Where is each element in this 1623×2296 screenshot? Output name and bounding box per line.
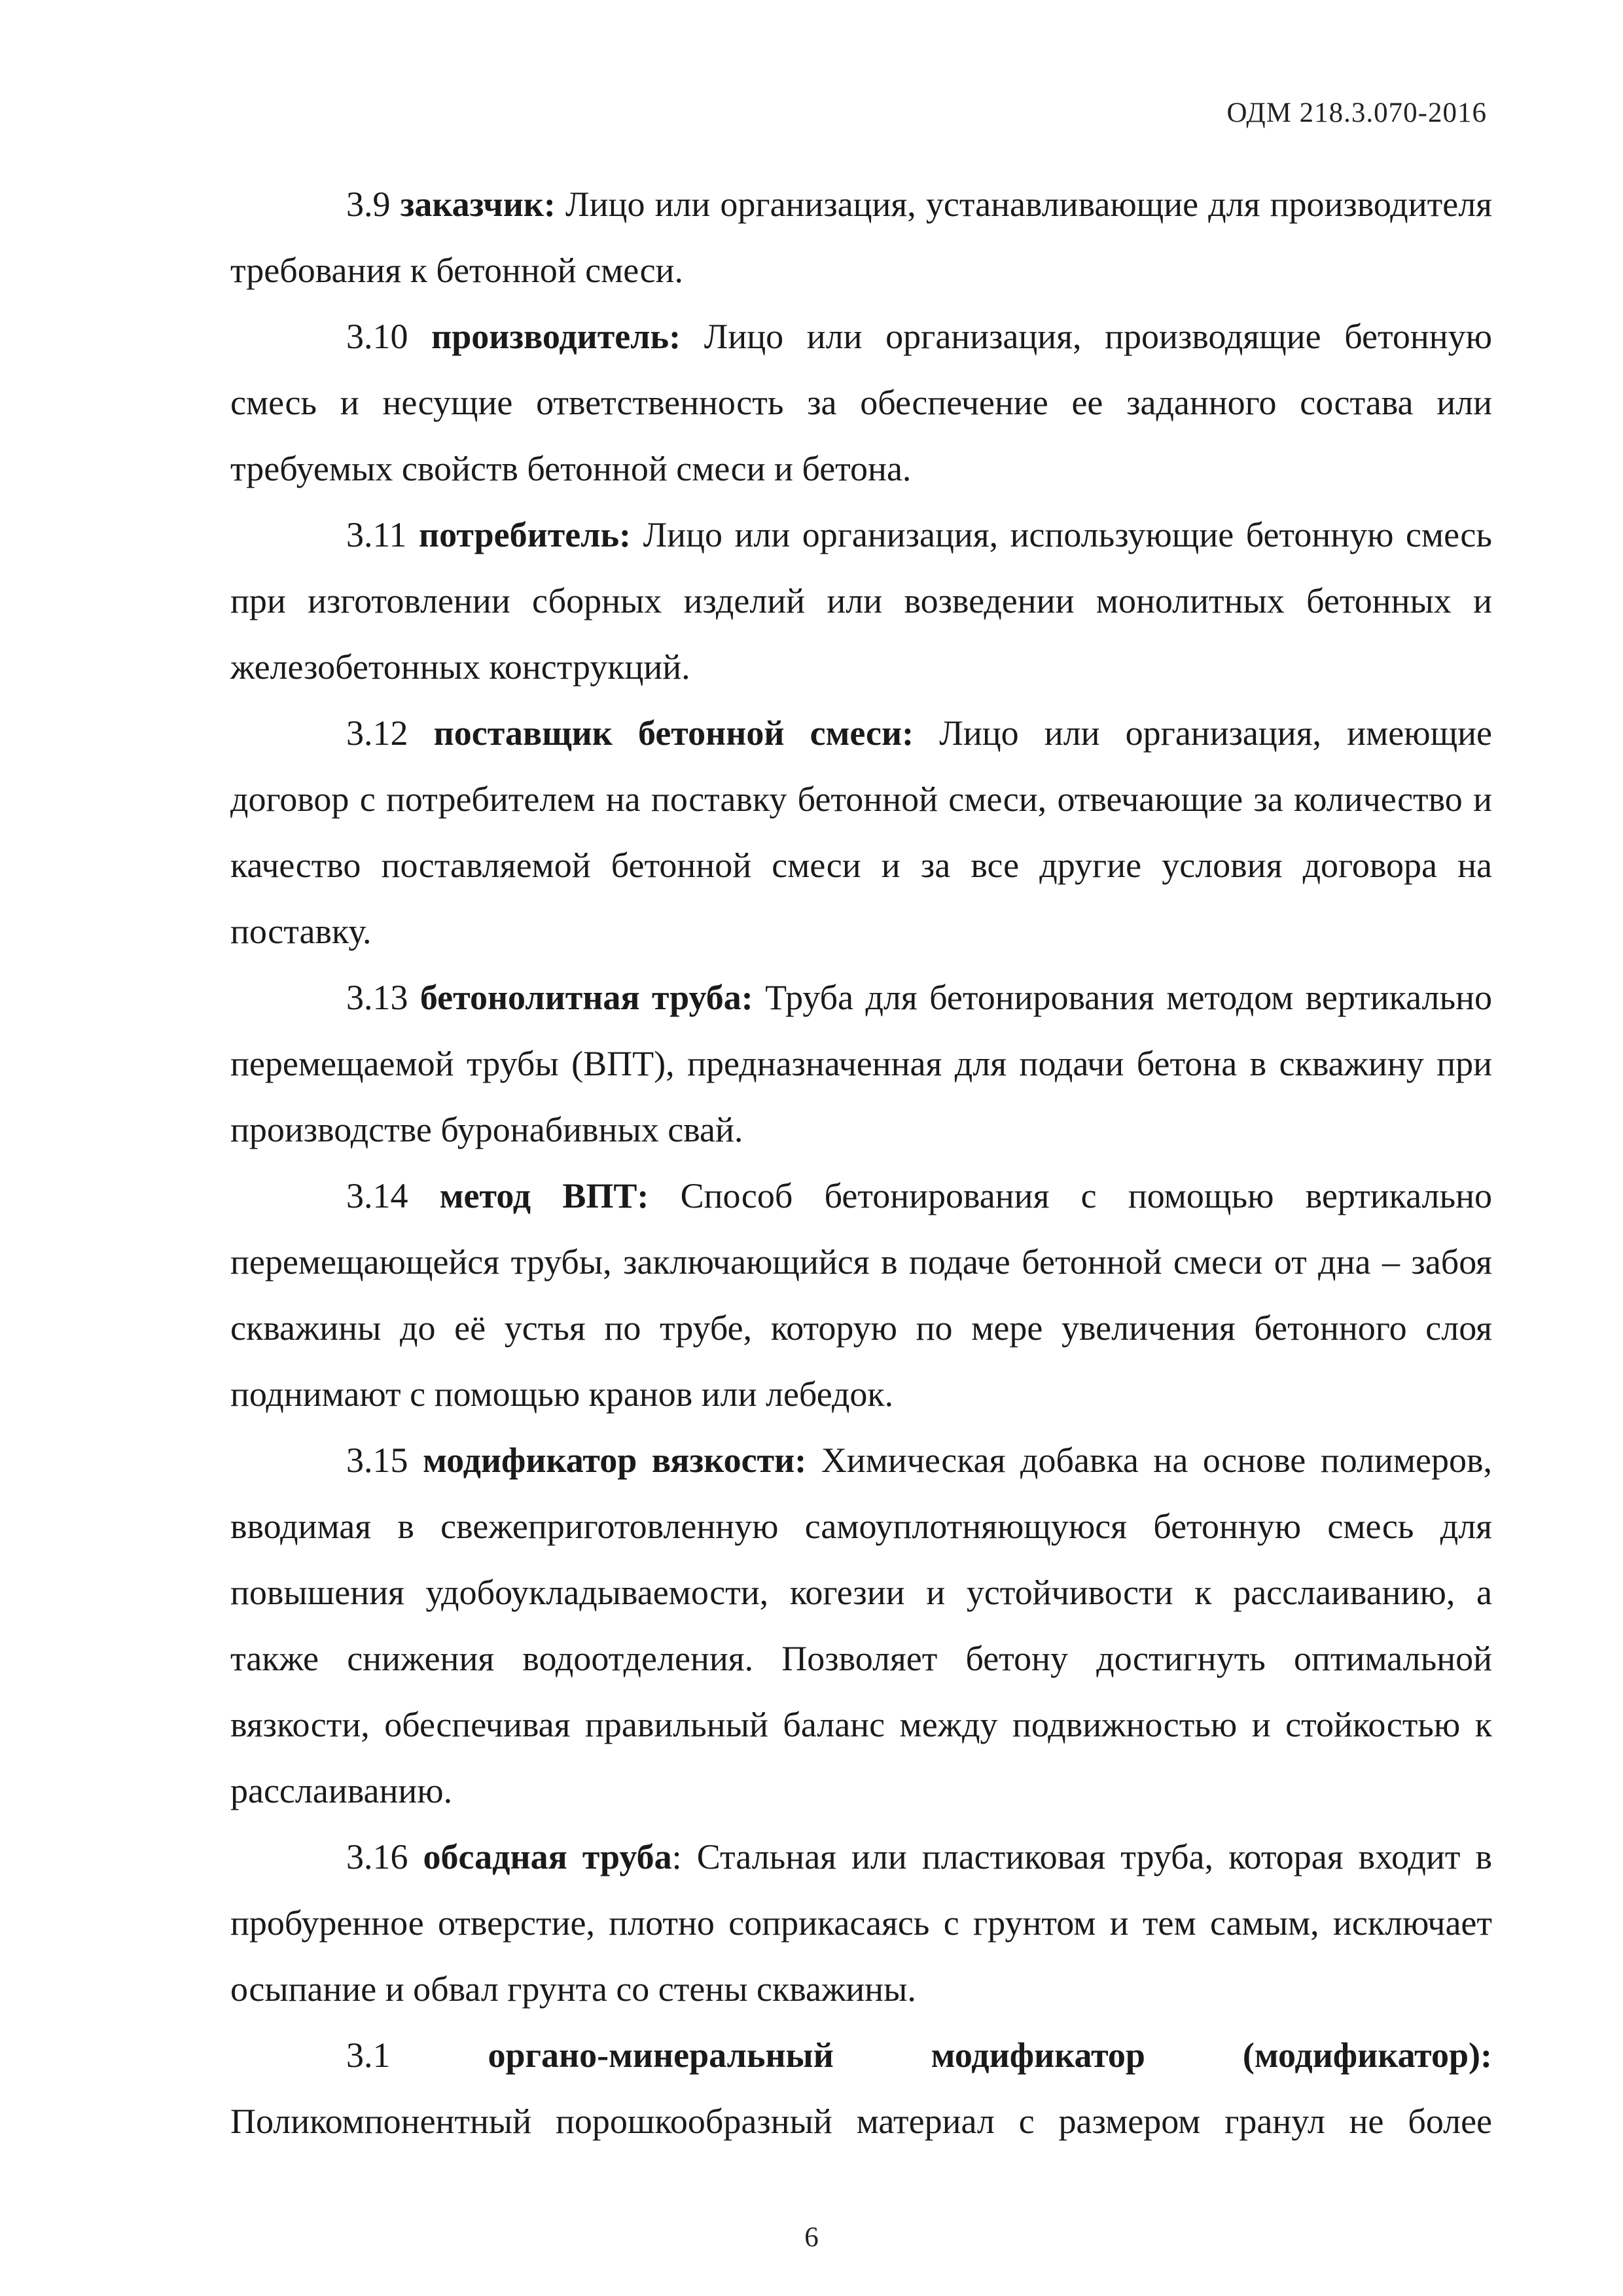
definition-term: заказчик: — [400, 185, 556, 224]
definition-number: 3.14 — [346, 1176, 408, 1215]
definition-text: Лицо или организация, устанавливающие для производителя требования к бетонной смеси. — [230, 185, 1493, 290]
definition-term: обсадная труба — [423, 1837, 672, 1876]
definition-3-10 — [230, 304, 1492, 502]
document-code-header: ОДМ 218.3.070-2016 — [1226, 98, 1487, 128]
definition-text: : Стальная или пластиковая труба, которая входит в пробуренное отверстие, плотно соприкасаясь с грунтом и тем самым, исключает осыпание и обвал грунта со стены скважины. — [230, 1837, 1492, 2009]
definition-text: Способ бетонирования с помощью вертикально перемещающейся трубы, заключающийся в подаче бетонной смеси от дна – забоя скважины до её устья по трубе, которую по мере увеличения бетонного слоя поднимают с помощью кранов или лебедок. — [230, 1176, 1492, 1414]
definition-term: органо-минеральный модификатор (модификатор): — [488, 2036, 1492, 2075]
definition-text: Лицо или организация, производящие бетонную смесь и несущие ответственность за обеспечение ее заданного состава или требуемых свойств бетонной смеси и бетона. — [230, 317, 1493, 488]
definition-3-15 — [230, 1427, 1492, 1824]
definition-3-16 — [230, 1824, 1492, 2022]
definition-text: Химическая добавка на основе полимеров, вводимая в свежеприготовленную самоуплотняющуюся бетонную смесь для повышения удобоукладываемости, когезии и устойчивости к расслаиванию, а также снижения водоотделения. Позволяет бетону достигнуть оптимальной вязкости, обеспечивая правильный баланс между подвижностью и стойкостью к расслаиванию. — [230, 1441, 1493, 1810]
definition-text: Лицо или организация, имеющие договор с потребителем на поставку бетонной смеси, отвечающие за количество и качество поставляемой бетонной смеси и за все другие условия договора на поставку. — [230, 713, 1493, 951]
definition-number: 3.11 — [346, 515, 407, 554]
definition-3-12 — [230, 700, 1492, 965]
definition-term: метод ВПТ: — [439, 1176, 649, 1215]
definition-3-11 — [230, 502, 1492, 700]
definition-number: 3.1 — [346, 2036, 391, 2075]
definition-number: 3.9 — [346, 185, 391, 224]
definition-term: производитель: — [431, 317, 681, 356]
definition-number: 3.15 — [346, 1441, 408, 1480]
definition-term: бетонолитная труба: — [419, 978, 753, 1017]
definition-number: 3.10 — [346, 317, 408, 356]
definition-term: модификатор вязкости: — [423, 1441, 807, 1480]
definition-3-1 — [230, 2022, 1492, 2155]
definition-number: 3.13 — [346, 978, 408, 1017]
definition-3-9 — [230, 171, 1492, 304]
definition-3-14 — [230, 1163, 1492, 1427]
definition-number: 3.16 — [346, 1837, 408, 1876]
page-number: 6 — [804, 2222, 819, 2253]
definition-text: Труба для бетонирования методом вертикально перемещаемой трубы (ВПТ), предназначенная для подачи бетона в скважину при производстве буронабивных свай. — [230, 978, 1492, 1149]
definition-term: потребитель: — [419, 515, 632, 554]
definition-text: Лицо или организация, использующие бетонную смесь при изготовлении сборных изделий или возведении монолитных бетонных и железобетонных конструкций. — [230, 515, 1493, 687]
definition-number: 3.12 — [346, 713, 408, 753]
definition-text: Поликомпонентный порошкообразный материал с размером гранул не более — [230, 2102, 1492, 2141]
definition-term: поставщик бетонной смеси: — [433, 713, 914, 753]
definition-3-13 — [230, 965, 1492, 1163]
definitions-section — [230, 171, 1492, 2155]
